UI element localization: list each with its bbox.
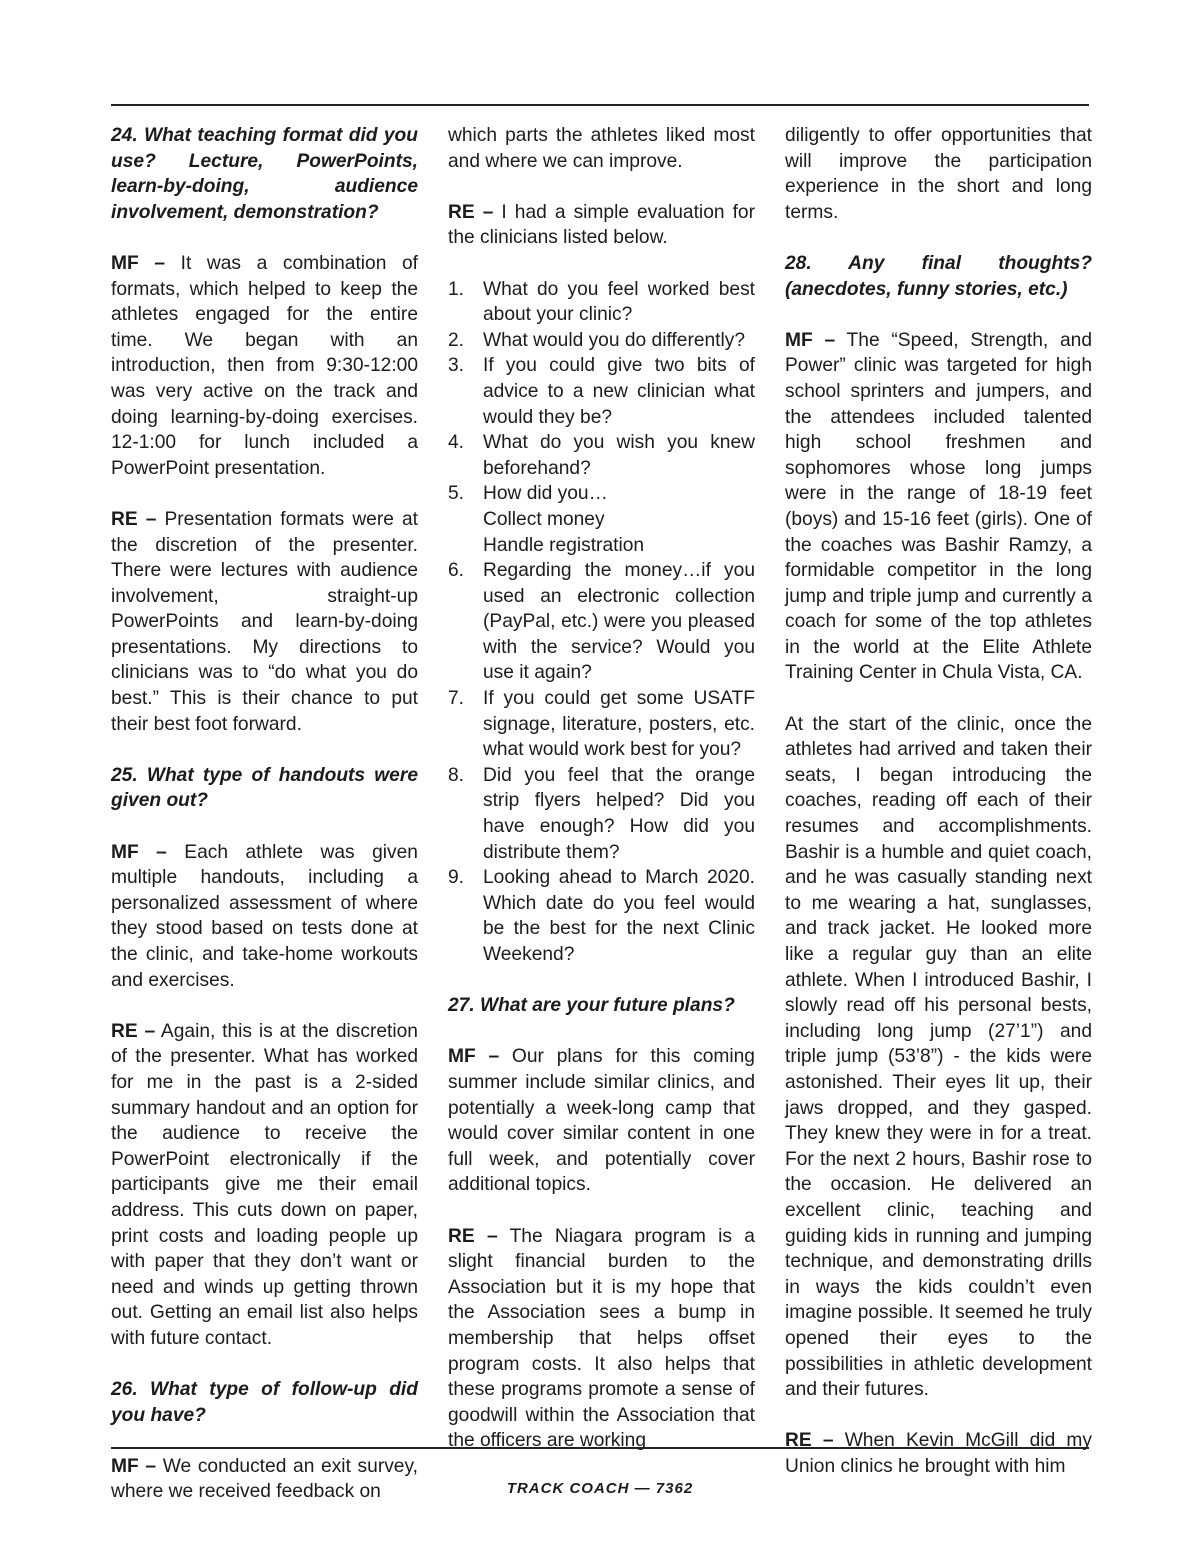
- story-paragraph: At the start of the clinic, once the athletes had arrived and taken their seats, I began introducing the coaches, reading off each of their resumes and accomplishments. Bashir is a humble and quiet coach, and he was casually standing next to me wearing a hat, sunglasses, and track jacket. He looked more like a regular guy than an elite athlete. When I introduced Bashir, I slowly read off his personal bests, including long jump (27’1”) and triple jump (53’8”) - the kids were astonished. Their eyes lit up, their jaws dropped, and they gasped. They knew they were in for a treat. For the next 2 hours, Bashir rose to the occasion. He delivered an excellent clinic, teaching and guiding kids in running and jumping technique, and demonstrating drills in ways the kids couldn’t even imagine possible. It seemed he truly opened their eyes to the possibilities in athletic development and their futures.: [785, 713, 1092, 1401]
- list-item: 1. What do you feel worked best about your clinic?: [448, 278, 755, 326]
- answer-text: We conducted an exit survey, where we received feedback on: [111, 1455, 418, 1503]
- answer-text: Again, this is at the discretion of the presenter. What has worked for me in the past is a 2-sided summary handout and an option for the audience to receive the PowerPoint electronically if the participants give me their email address. This cuts down on paper, print costs and loading people up with paper that they don’t want or need and winds up getting thrown out. Getting an email list also helps with future contact.: [111, 1020, 418, 1349]
- list-item: 9. Looking ahead to March 2020. Which date do you feel would be the best for the next Clinic Weekend?: [448, 867, 755, 965]
- answer-text: When Kevin McGill did my Union clinics he brought with him: [785, 1430, 1092, 1477]
- re-answer-27-continued: diligently to offer opportunities that will improve the participation experience in the short and long terms.: [785, 125, 1092, 223]
- speaker-label: MF –: [111, 252, 165, 274]
- mf-answer-28: [785, 328, 1092, 686]
- bottom-rule: [111, 1447, 1089, 1449]
- answer-text: The Niagara program is a slight financial burden to the Association but it is my hope that the Association sees a bump in membership that helps offset program costs. It also helps that these programs promote a sense of goodwill within the Association that the officers are working: [448, 1225, 755, 1452]
- re-answer-27: [448, 1224, 755, 1454]
- answer-text: Presentation formats were at the discretion of the presenter. There were lectures with audience involvement, straight-up PowerPoints and learn-by-doing presentations. My directions to clinicians was to “do what you do best.” This is their chance to put their best foot forward.: [111, 508, 418, 735]
- mf-answer-26-continued: which parts the athletes liked most and where we can improve.: [448, 125, 755, 172]
- speaker-label: RE –: [785, 1430, 834, 1452]
- mf-answer-27: [448, 1044, 755, 1198]
- answer-text: The “Speed, Strength, and Power” clinic was targeted for high school sprinters and jumpers, and the attendees included talented high school freshmen and sophomores whose long jumps were in the range of 18-19 feet (boys) and 15-16 feet (girls). One of the coaches was Bashir Ramzy, a formidable competitor in the long jump and triple jump and currently a coach for some of the top athletes in the world at the Elite Athlete Training Center in Chula Vista, CA.: [785, 329, 1092, 684]
- answer-text: I had a simple evaluation for the clinicians listed below.: [448, 201, 755, 249]
- list-item: 7. If you could get some USATF signage, literature, posters, etc. what would work best for you?: [448, 688, 755, 761]
- speaker-label: MF –: [111, 841, 167, 863]
- list-subitem: Collect money: [483, 508, 605, 530]
- speaker-label: MF –: [785, 329, 836, 351]
- question-28: 28. Any final thoughts? (anecdotes, funny stories, etc.): [785, 252, 1092, 300]
- list-item: 3. If you could give two bits of advice to a new clinician what would they be?: [448, 355, 755, 428]
- re-answer-28: [785, 1428, 1092, 1479]
- column-1: [111, 123, 418, 1505]
- list-subitem: Handle registration: [483, 534, 645, 556]
- speaker-label: RE –: [111, 508, 157, 530]
- page-footer: TRACK COACH — 7362: [506, 1480, 694, 1497]
- re-answer-25: [111, 1019, 418, 1352]
- speaker-label: RE –: [448, 201, 494, 223]
- mf-answer-25: [111, 840, 418, 994]
- question-27: 27. What are your future plans?: [448, 995, 735, 1017]
- mf-answer-24: [111, 251, 418, 481]
- question-26: 26. What type of follow-up did you have?: [111, 1379, 418, 1426]
- list-item: 5. How did you… Collect money Handle registration: [448, 481, 755, 558]
- answer-text: Each athlete was given multiple handouts, including a personalized assessment of where they stood based on tests done at the clinic, and take-home workouts and exercises.: [111, 841, 418, 991]
- question-25: 25. What type of handouts were given out?: [111, 764, 418, 812]
- list-item: 4. What do you wish you knew beforehand?: [448, 432, 755, 479]
- re-answer-24: [111, 507, 418, 737]
- evaluation-list: [448, 277, 755, 968]
- answer-text: Our plans for this coming summer include similar clinics, and potentially a week-long camp that would cover similar content in one full week, and potentially cover additional topics.: [448, 1046, 755, 1196]
- speaker-label: RE –: [448, 1225, 498, 1247]
- speaker-label: MF –: [111, 1455, 157, 1477]
- question-24: 24. What teaching format did you use? Lecture, PowerPoints, learn-by-doing, audience involvement, demonstration?: [111, 125, 418, 223]
- column-3: [785, 123, 1092, 1479]
- re-answer-26: [448, 200, 755, 251]
- answer-text: It was a combination of formats, which helped to keep the athletes engaged for the entire time. We began with an introduction, then from 9:30-12:00 was very active on the track and doing learning-by-doing exercises. 12-1:00 for lunch included a PowerPoint presentation.: [111, 252, 418, 479]
- column-2: [448, 123, 755, 1454]
- top-rule: [111, 104, 1089, 106]
- speaker-label: MF –: [448, 1046, 500, 1068]
- list-item: 6. Regarding the money…if you used an electronic collection (PayPal, etc.) were you pleased with the service? Would you use it again?: [448, 560, 755, 684]
- speaker-label: RE –: [111, 1020, 156, 1042]
- list-item: 2. What would you do differently?: [448, 329, 746, 351]
- list-item: 8. Did you feel that the orange strip flyers helped? Did you have enough? How did you distribute them?: [448, 764, 755, 863]
